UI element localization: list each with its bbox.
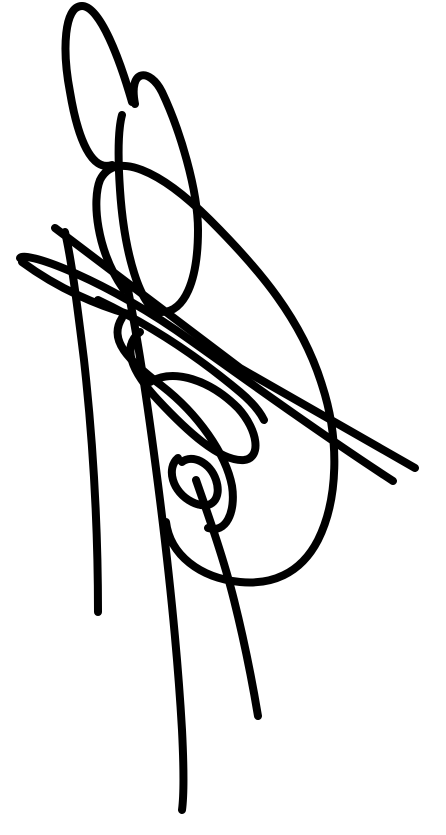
scribble-stroke [55, 228, 415, 468]
